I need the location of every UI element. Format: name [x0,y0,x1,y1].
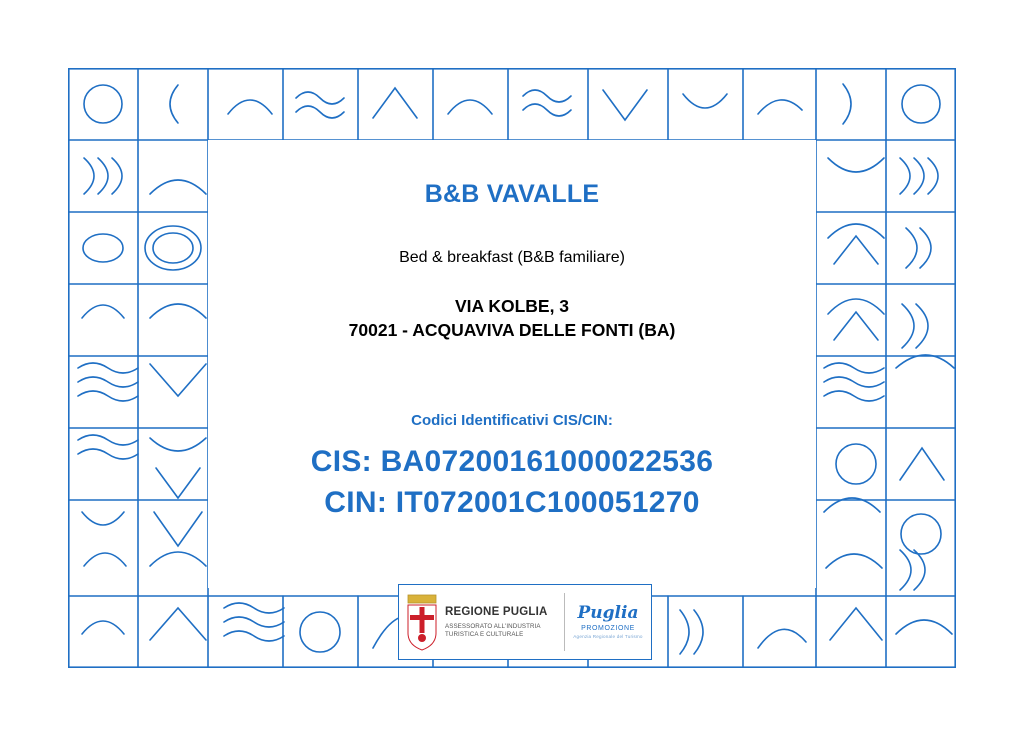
cis-code: CIS: BA07200161000022536 [310,445,714,479]
region-name: REGIONE PUGLIA [445,605,548,618]
promo-wordmark: Puglia [577,603,639,623]
page-title: B&B VAVALLE [424,180,600,208]
regione-puglia-crest-icon [405,593,439,651]
address-street: VIA KOLBE, 3 [454,296,570,316]
puglia-promozione-logo [565,605,645,639]
certificate-text-block [208,140,816,588]
accommodation-type: Bed & breakfast (B&B familiare) [399,249,625,266]
regione-puglia-text [439,606,564,639]
codes-label: Codici Identificativi CIS/CIN: [411,412,613,430]
region-department-line1: ASSESSORATO ALL'INDUSTRIA [445,622,541,630]
promo-tagline: Agenzia Regionale del Turismo [573,634,643,639]
address-city: 70021 - ACQUAVIVA DELLE FONTI (BA) [348,319,676,340]
promo-label: PROMOZIONE [581,625,635,632]
region-department-line2: TURISTICA E CULTURALE [445,630,524,638]
logo-box [398,584,652,660]
cin-code: CIN: IT072001C100051270 [324,485,700,519]
